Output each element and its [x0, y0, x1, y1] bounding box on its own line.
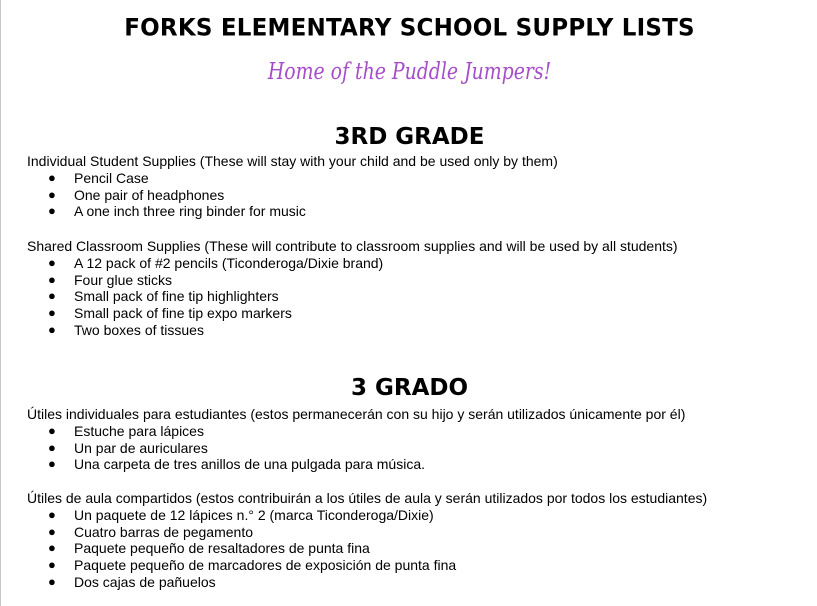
bullet-icon: ● — [48, 523, 56, 539]
list-item: ● Un par de auriculares — [48, 439, 208, 456]
bullet-icon: ● — [48, 186, 56, 202]
bullet-icon: ● — [48, 305, 56, 321]
list-item: ● Paquete pequeño de marcadores de exposición de punta fina — [48, 557, 457, 574]
list-item: ● Four glue sticks — [48, 271, 173, 288]
bullet-icon: ● — [48, 573, 56, 589]
bullet-icon: ● — [48, 557, 56, 573]
english-individual-section — [27, 153, 807, 220]
list-item: ● One pair of headphones — [48, 186, 225, 203]
supply-list — [27, 255, 807, 339]
bullet-icon: ● — [48, 439, 56, 455]
english-shared-section — [27, 238, 807, 339]
list-item: ● Paquete pequeño de resaltadores de punta fina — [48, 540, 370, 557]
list-item: ● Two boxes of tissues — [48, 321, 204, 338]
spanish-individual-section — [27, 406, 807, 473]
list-item: ● Small pack of fine tip highlighters — [48, 288, 279, 305]
bullet-icon: ● — [48, 422, 56, 438]
list-item: ● Cuatro barras de pegamento — [48, 523, 253, 540]
supply-list — [27, 170, 807, 220]
section-intro: Individual Student Supplies (These will stay with your child and be used only by them) — [27, 153, 558, 169]
bullet-icon: ● — [48, 540, 56, 556]
bullet-icon: ● — [48, 169, 56, 185]
bullet-icon: ● — [48, 271, 56, 287]
page-title: FORKS ELEMENTARY SCHOOL SUPPLY LISTS — [124, 14, 695, 42]
list-item: ● Estuche para lápices — [48, 422, 204, 439]
spanish-shared-section — [27, 490, 807, 591]
supply-list — [27, 423, 807, 473]
grade-heading-english: 3RD GRADE — [334, 124, 485, 150]
section-intro: Útiles individuales para estudiantes (estos permanecerán con su hijo y serán utilizados únicamente por él) — [27, 406, 686, 422]
list-item: ● Un paquete de 12 lápices n.° 2 (marca Ticonderoga/Dixie) — [48, 506, 434, 523]
section-intro: Shared Classroom Supplies (These will contribute to classroom supplies and will be used by all students) — [27, 238, 678, 254]
list-item: ● Dos cajas de pañuelos — [48, 573, 216, 590]
list-item: ● Una carpeta de tres anillos de una pulgada para música. — [48, 456, 425, 473]
bullet-icon: ● — [48, 203, 56, 219]
bullet-icon: ● — [48, 254, 56, 270]
section-intro: Útiles de aula compartidos (estos contribuirán a los útiles de aula y serán utilizados por todos los estudiantes) — [27, 490, 708, 506]
grade-heading-spanish: 3 GRADO — [350, 375, 469, 401]
list-item: ● A one inch three ring binder for music — [48, 203, 306, 220]
list-item: ● A 12 pack of #2 pencils (Ticonderoga/Dixie brand) — [48, 254, 384, 271]
bullet-icon: ● — [48, 288, 56, 304]
bullet-icon: ● — [48, 506, 56, 522]
list-item: ● Pencil Case — [48, 169, 149, 186]
bullet-icon: ● — [48, 321, 56, 337]
supply-list — [27, 507, 807, 591]
page-subtitle: Home of the Puddle Jumpers! — [267, 59, 552, 85]
bullet-icon: ● — [48, 456, 56, 472]
list-item: ● Small pack of fine tip expo markers — [48, 305, 292, 322]
